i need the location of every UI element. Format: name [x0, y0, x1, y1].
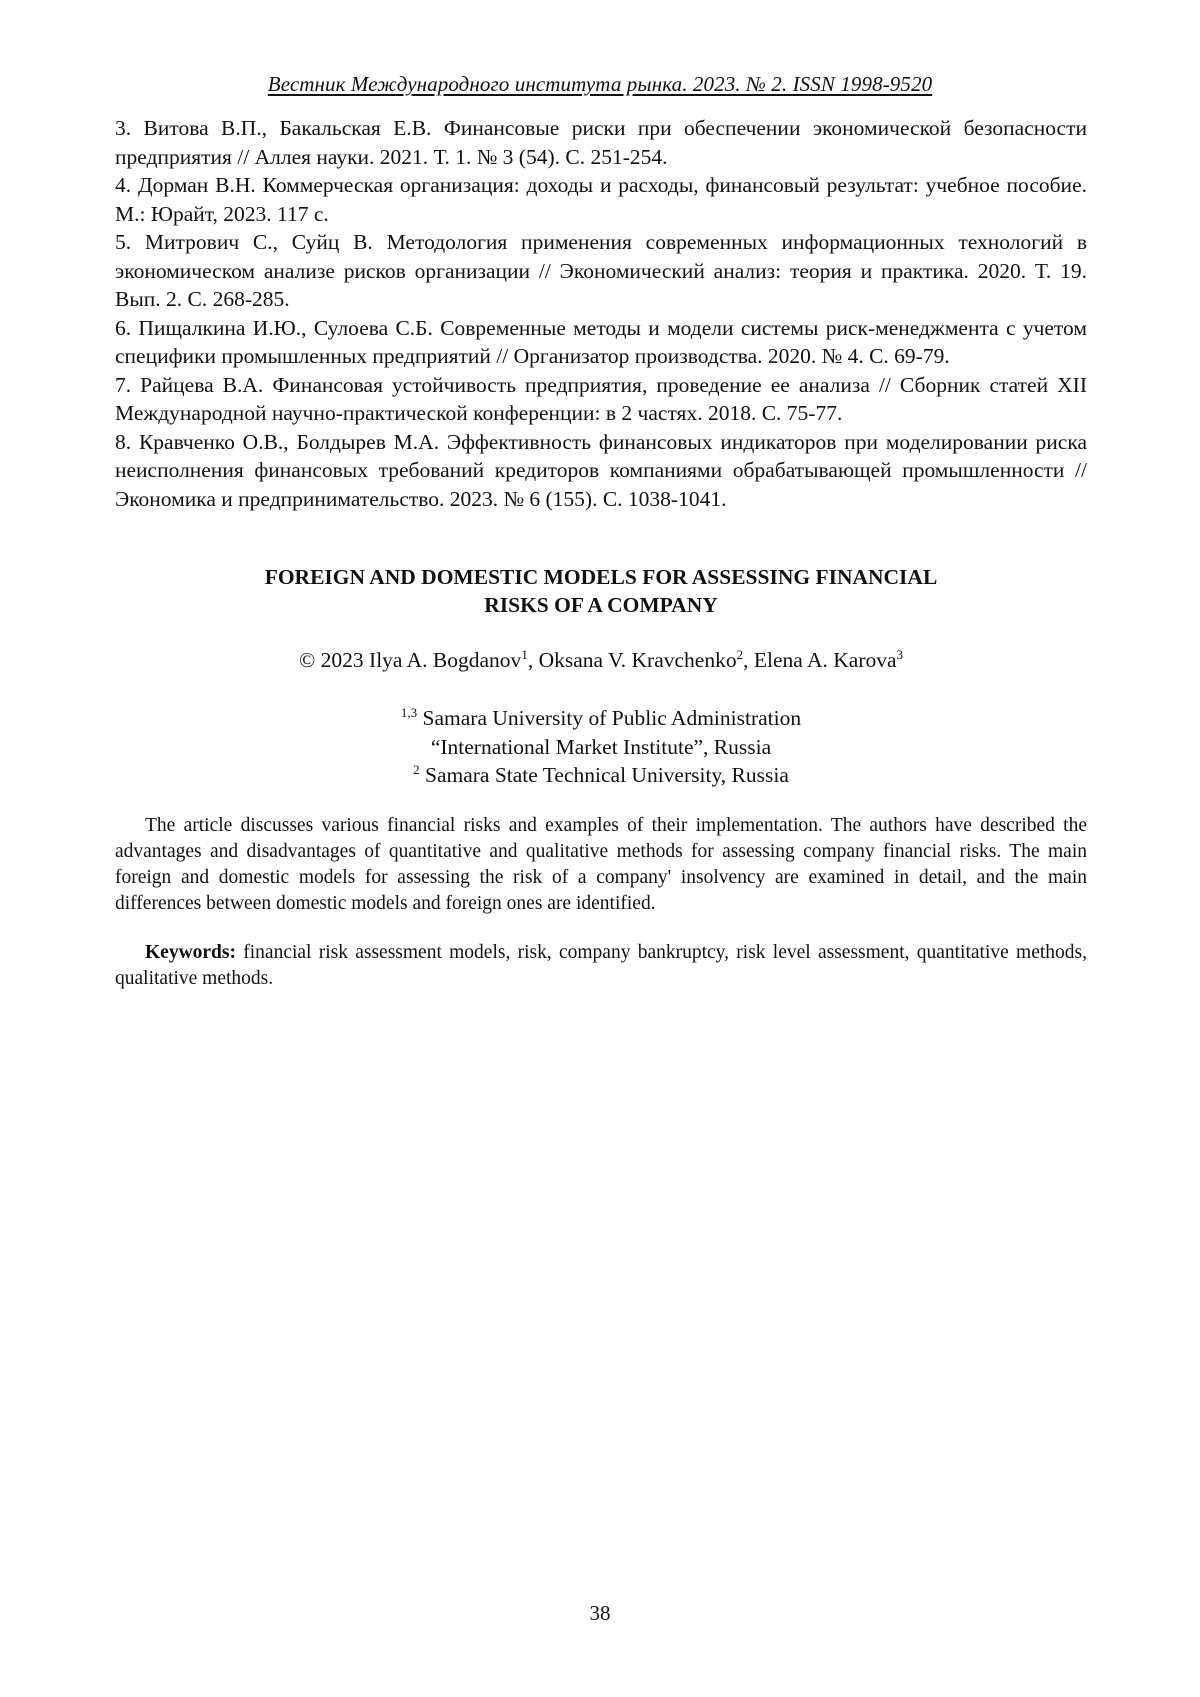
keywords-label: Keywords:: [145, 942, 236, 963]
running-header: Вестник Международного института рынка. 2023. № 2. ISSN 1998-9520: [267, 72, 933, 96]
affiliation-list: [115, 704, 1087, 790]
article-title: [115, 563, 1087, 619]
author-2-superscript: 2: [736, 647, 744, 662]
reference-item: 3. Витова В.П., Бакальская Е.В. Финансовые риски при обеспечении экономической безопасности предприятия // Аллея науки. 2021. Т. 1. № 3 (54). С. 251-254.: [115, 116, 1087, 169]
affiliation-1: [115, 704, 1087, 733]
keywords: [115, 940, 1087, 992]
author-3: , Elena A. Karova: [743, 648, 897, 672]
reference-list: [115, 114, 1087, 513]
author-copyright: © 2023 Ilya A. Bogdanov: [298, 648, 522, 672]
article-title-line-2: RISKS OF A COMPANY: [484, 593, 718, 617]
page-number: 38: [589, 1601, 611, 1625]
article-title-line-1: FOREIGN AND DOMESTIC MODELS FOR ASSESSING FINANCIAL: [264, 565, 938, 589]
affiliation-1-superscript: 1,3: [400, 705, 418, 720]
reference-item: 7. Райцева В.А. Финансовая устойчивость предприятия, проведение ее анализа // Сборник статей XII Международной научно-практической конференции: в 2 частях. 2018. С. 75-77.: [115, 372, 1087, 425]
reference-item: 8. Кравченко О.В., Болдырев М.А. Эффективность финансовых индикаторов при моделировании риска неисполнения финансовых требований кредиторов компаниями обрабатывающей промышленности // Экономика и предпринимательство. 2023. № 6 (155). С. 1038-1041.: [115, 429, 1087, 511]
author-2: , Oksana V. Kravchenko: [527, 648, 737, 672]
reference-item: 5. Митрович С., Суйц В. Методология применения современных информационных технологий в экономическом анализе рисков организации // Экономический анализ: теория и практика. 2020. Т. 19. Вып. 2. С. 268-285.: [115, 230, 1087, 311]
author-1-superscript: 1: [521, 647, 528, 662]
affiliation-1-line-1: Samara University of Public Administration: [417, 706, 802, 730]
reference-item: 6. Пищалкина И.Ю., Сулоева С.Б. Современные методы и модели системы риск-менеджмента с учетом специфики промышленных предприятий // Организатор производства. 2020. № 4. С. 69-79.: [115, 315, 1087, 368]
author-list: [115, 646, 1087, 674]
author-3-superscript: 3: [896, 647, 904, 662]
keywords-text: financial risk assessment models, risk, company bankruptcy, risk level assessment, quantitative methods, qualitative methods.: [115, 942, 1087, 989]
abstract: The article discusses various financial risks and examples of their implementation. The authors have described the advantages and disadvantages of quantitative and qualitative methods for assessing company financial risks. The main foreign and domestic models for assessing the risk of a company' insolvency are examined in detail, and the main differences between domestic models and foreign ones are identified.: [115, 815, 1087, 914]
affiliation-1-line-2: “International Market Institute”, Russia: [430, 734, 772, 759]
affiliation-2-superscript: 2: [413, 762, 420, 777]
reference-item: 4. Дорман В.Н. Коммерческая организация: доходы и расходы, финансовый результат: учебное пособие. М.: Юрайт, 2023. 117 с.: [115, 173, 1087, 226]
affiliation-2: [115, 761, 1087, 790]
affiliation-2-text: Samara State Technical University, Russia: [419, 763, 789, 787]
